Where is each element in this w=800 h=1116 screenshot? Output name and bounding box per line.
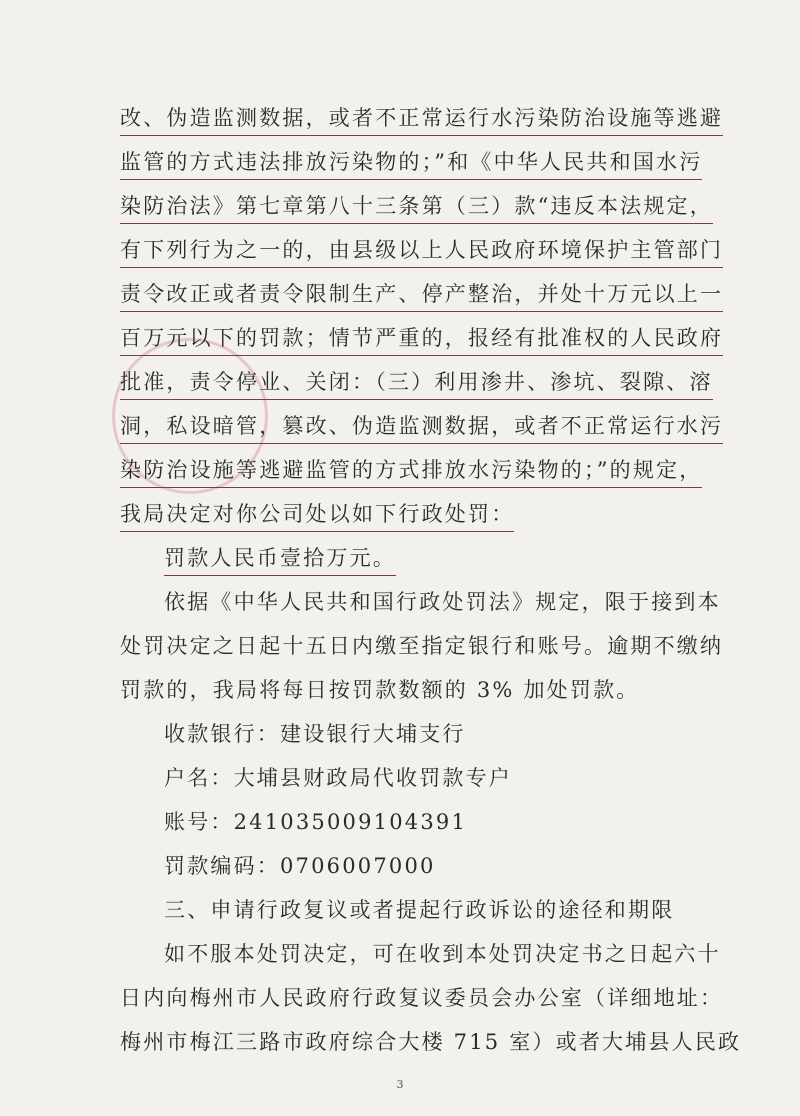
text-line: 责令改正或者责令限制生产、停产整治，并处十万元以上一: [120, 279, 723, 312]
text-line: 依据《中华人民共和国行政处罚法》规定，限于接到本: [164, 590, 721, 614]
text-line: 批准，责令停业、关闭：（三）利用渗井、渗坑、裂隙、溶: [120, 367, 713, 400]
text-line: 染防治法》第七章第八十三条第（三）款“违反本法规定，: [120, 191, 713, 224]
page-number: 3: [396, 1078, 404, 1091]
text-line: 罚款人民币壹拾万元。: [164, 543, 396, 576]
text-line: 我局决定对你公司处以如下行政处罚：: [120, 499, 514, 532]
text-line: 有下列行为之一的，由县级以上人民政府环境保护主管部门: [120, 235, 723, 268]
text-line: 收款银行：建设银行大埔支行: [164, 722, 466, 746]
text-line: 户名：大埔县财政局代收罚款专户: [164, 766, 512, 790]
text-line: 处罚决定之日起十五日内缴至指定银行和账号。逾期不缴纳: [120, 634, 724, 658]
text-line: 监管的方式违法排放污染物的；”和《中华人民共和国水污: [120, 147, 702, 180]
text-line: 染防治设施等逃避监管的方式排放水污染物的；”的规定，: [120, 455, 702, 488]
text-line: 洞，私设暗管，篡改、伪造监测数据，或者不正常运行水污: [120, 411, 723, 444]
text-line: 账号：241035009104391: [164, 810, 468, 834]
text-line: 罚款的，我局将每日按罚款数额的 3% 加处罚款。: [120, 678, 640, 702]
text-line: 罚款编码：0706007000: [164, 854, 436, 878]
text-line: 百万元以下的罚款；情节严重的，报经有批准权的人民政府: [120, 323, 723, 356]
text-line: 日内向梅州市人民政府行政复议委员会办公室（详细地址：: [120, 986, 724, 1010]
text-line: 改、伪造监测数据，或者不正常运行水污染防治设施等逃避: [120, 103, 723, 136]
text-line: 如不服本处罚决定，可在收到本处罚决定书之日起六十: [164, 942, 721, 966]
text-line: 梅州市梅江三路市政府综合大楼 715 室）或者大埔县人民政: [120, 1030, 742, 1054]
text-line: 三、申请行政复议或者提起行政诉讼的途径和期限: [164, 898, 675, 922]
